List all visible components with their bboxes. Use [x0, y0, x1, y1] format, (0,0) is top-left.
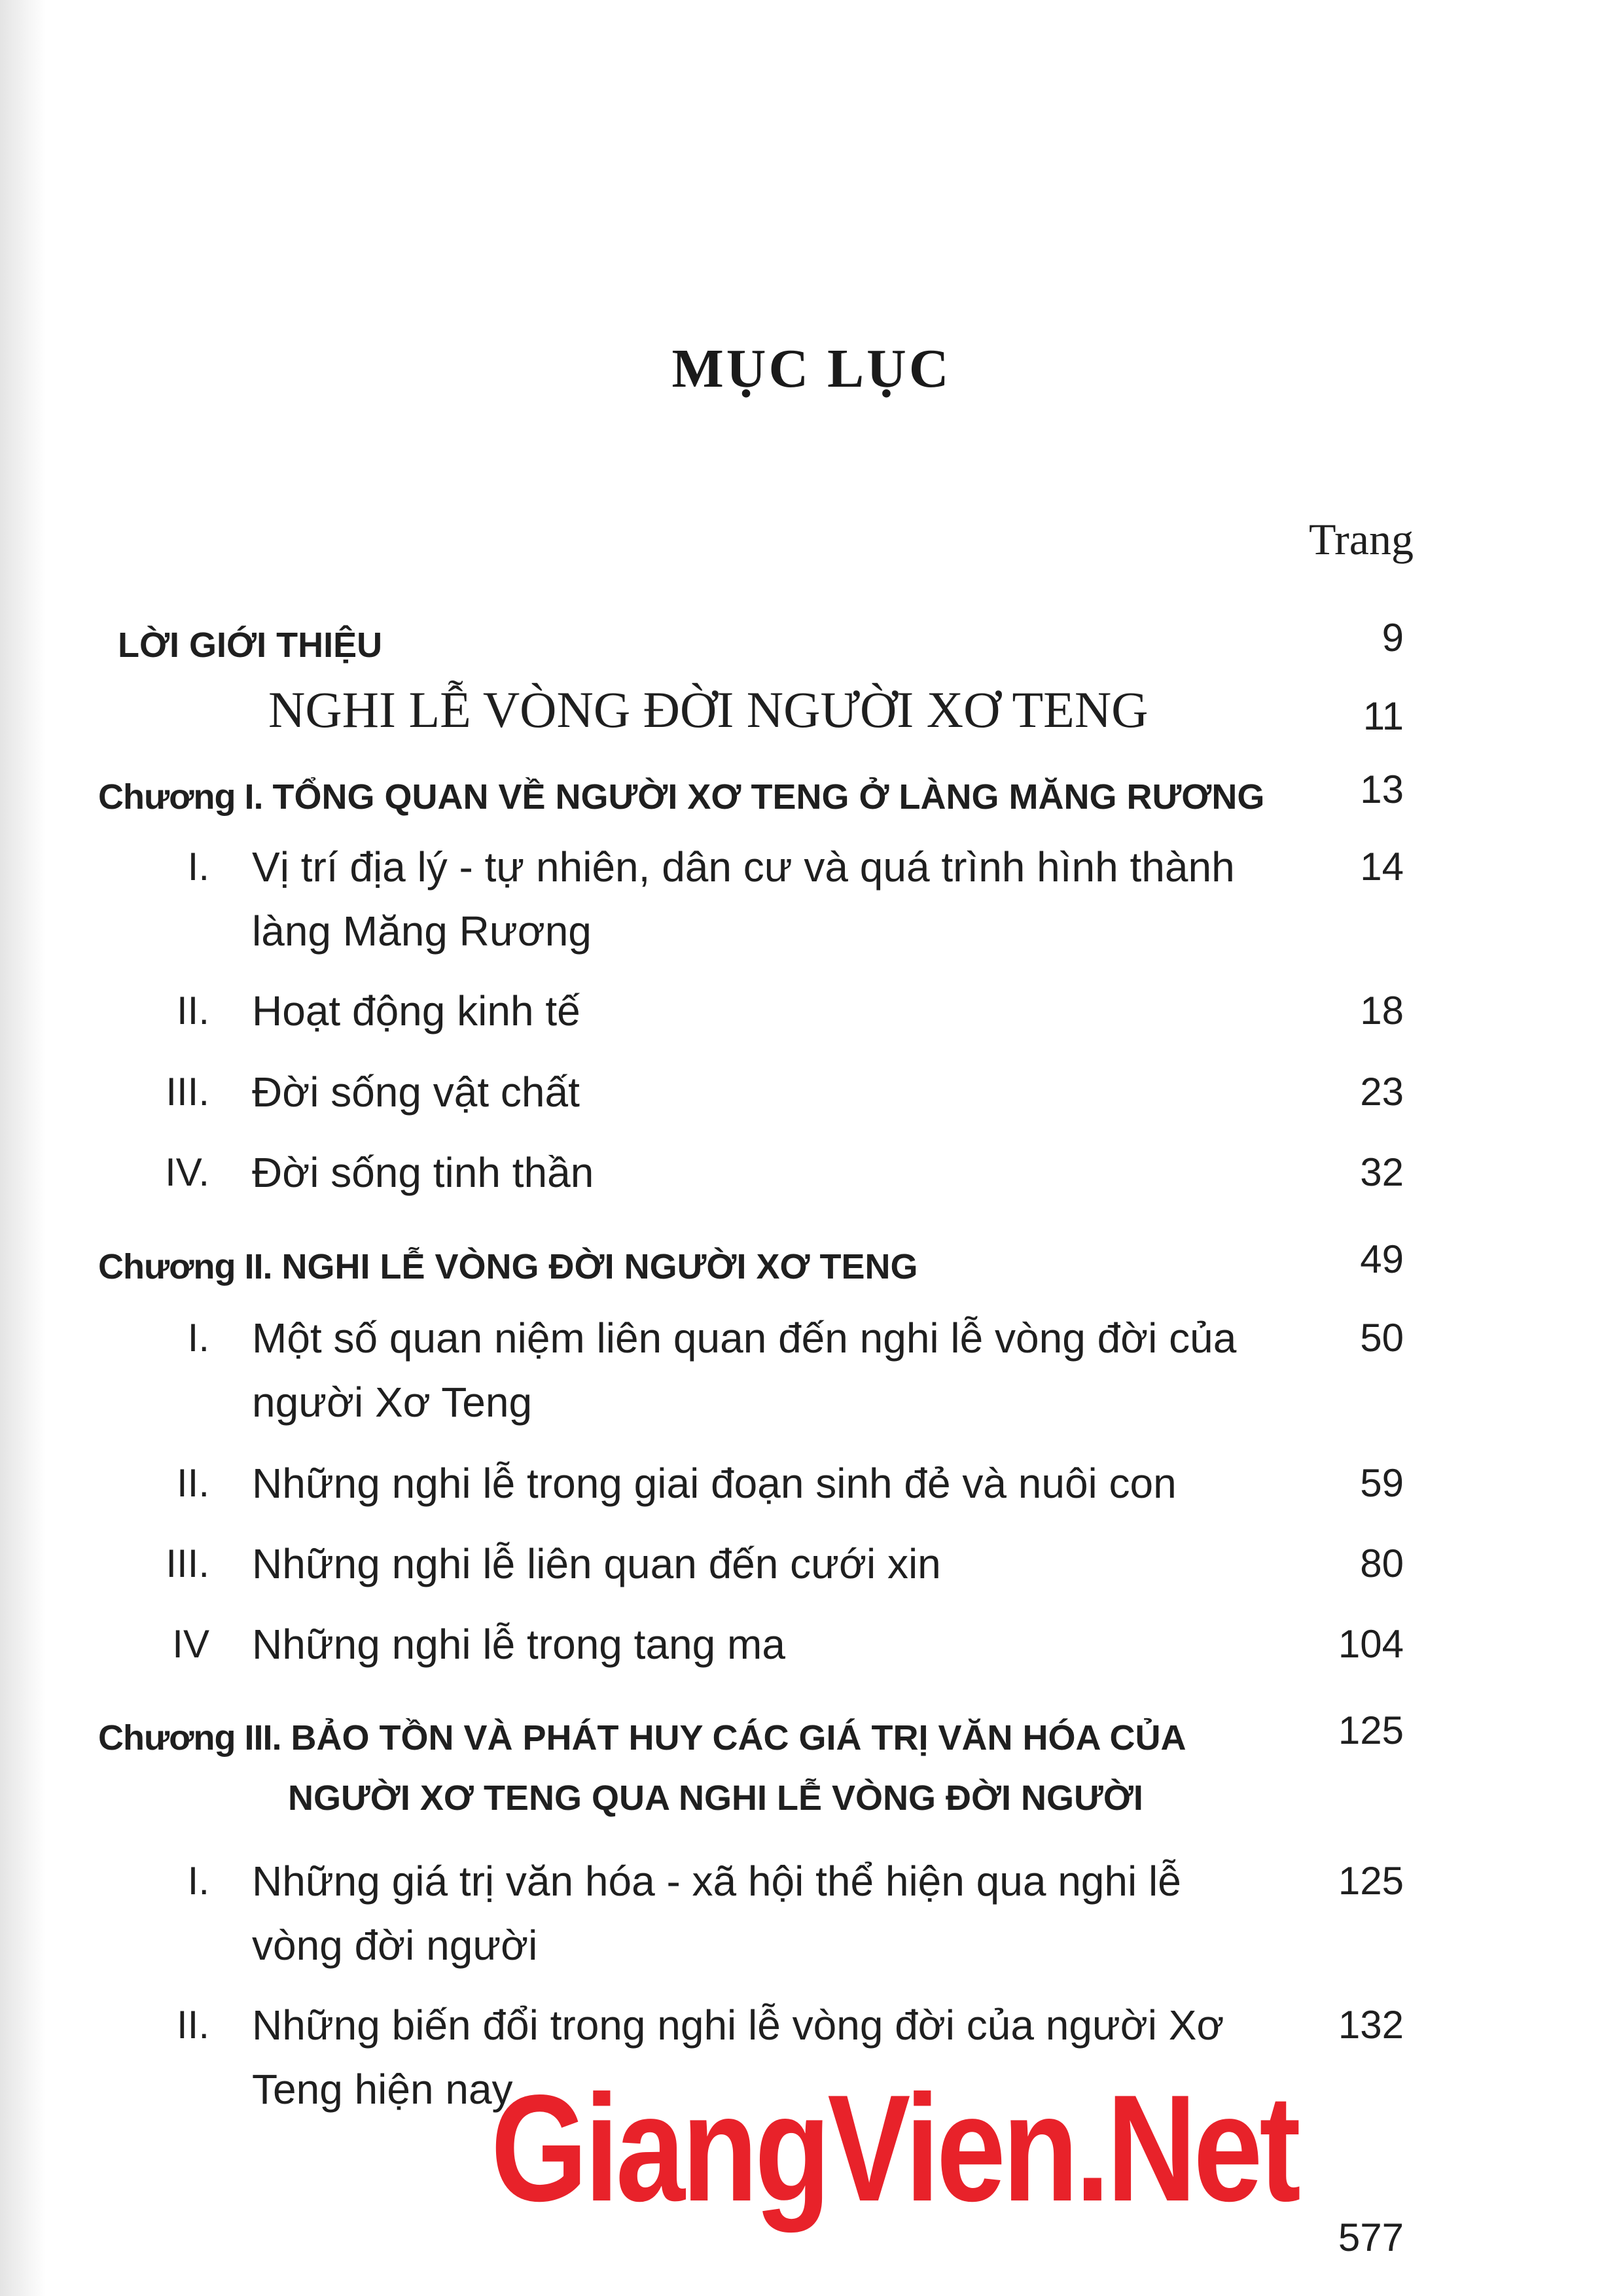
toc-item-text: Hoạt động kinh tế: [252, 987, 580, 1034]
toc-item-number: II.: [176, 989, 209, 1033]
toc-item-text: Một số quan niệm liên quan đến nghi lễ vòng đời của người Xơ Teng: [252, 1315, 1237, 1426]
chapter-prefix: Chương III.: [98, 1718, 281, 1757]
chapter-prefix: Chương I.: [98, 777, 263, 817]
chapter-title-line-2: NGƯỜI XƠ TENG QUA NGHI LỄ VÒNG ĐỜI NGƯỜI: [288, 1778, 1143, 1818]
toc-item-number: II.: [176, 1461, 209, 1505]
toc-item-number: IV: [172, 1622, 209, 1666]
toc-item-text: Những nghi lễ trong giai đoạn sinh đẻ và nuôi con: [252, 1460, 1177, 1507]
toc-chapter-title: [98, 1237, 1276, 1297]
toc-item-text: Những giá trị văn hóa - xã hội thể hiện qua nghi lễ vòng đời người: [252, 1858, 1181, 1969]
toc-page-number: 11: [1363, 694, 1404, 738]
toc-item-number: I.: [187, 845, 209, 889]
toc-item-text: Đời sống vật chất: [252, 1069, 580, 1116]
toc-chapter-title: [98, 767, 1276, 827]
toc-item-number: I.: [187, 1316, 209, 1360]
toc-item-number: III.: [166, 1542, 209, 1585]
toc-page-number: 132: [1338, 2003, 1404, 2047]
toc-page-number: 80: [1360, 1542, 1404, 1585]
chapter-title-line-1: [98, 1708, 1276, 1768]
page-column-label: Trang: [1309, 514, 1414, 564]
toc-item-text: Những biến đổi trong nghi lễ vòng đời của người Xơ Teng hiện nay: [252, 2002, 1224, 2113]
toc-page-number: 104: [1338, 1622, 1404, 1666]
toc-item-number: I.: [187, 1859, 209, 1903]
chapter-prefix: Chương II.: [98, 1247, 272, 1286]
toc-page-number: 9: [1382, 616, 1404, 660]
toc-intro-label: LỜI GIỚI THIỆU: [118, 626, 383, 665]
toc-item-number: III.: [166, 1070, 209, 1114]
toc-item-text: Đời sống tinh thần: [252, 1149, 594, 1196]
toc-page-number: 125: [1338, 1708, 1404, 1752]
toc-page-number: 14: [1360, 845, 1404, 889]
watermark-logo: GiangVien.Net: [491, 2064, 1298, 2233]
page-title: MỤC LỤC: [671, 338, 952, 399]
toc-item-text: Những nghi lễ trong tang ma: [252, 1621, 785, 1668]
toc-page-number: 18: [1360, 989, 1404, 1033]
chapter-title-text: BẢO TỒN VÀ PHÁT HUY CÁC GIÁ TRỊ VĂN HÓA CỦA: [291, 1718, 1186, 1757]
toc-page-number: 32: [1360, 1150, 1404, 1194]
toc-item-text: Những nghi lễ liên quan đến cưới xin: [252, 1540, 941, 1587]
chapter-title-text: TỔNG QUAN VỀ NGƯỜI XƠ TENG Ở LÀNG MĂNG RƯƠNG: [272, 777, 1265, 817]
toc-page-number: 59: [1360, 1461, 1404, 1505]
toc-item-text: Vị trí địa lý - tự nhiên, dân cư và quá trình hình thành làng Măng Rương: [252, 843, 1235, 955]
toc-page-number: 125: [1338, 1859, 1404, 1903]
toc-item-number: IV.: [165, 1150, 209, 1194]
toc-page-number: 23: [1360, 1070, 1404, 1114]
toc-page-number: 50: [1360, 1316, 1404, 1360]
toc-section-label: NGHI LỄ VÒNG ĐỜI NGƯỜI XƠ TENG: [268, 681, 1149, 738]
toc-page-number: 49: [1360, 1237, 1404, 1281]
page-number: 577: [1338, 2216, 1404, 2259]
chapter-title-text: NGHI LỄ VÒNG ĐỜI NGƯỜI XƠ TENG: [281, 1247, 918, 1286]
toc-item-number: II.: [176, 2003, 209, 2047]
toc-chapter-title: [98, 1708, 1276, 1828]
toc-page-number: 13: [1360, 768, 1404, 811]
